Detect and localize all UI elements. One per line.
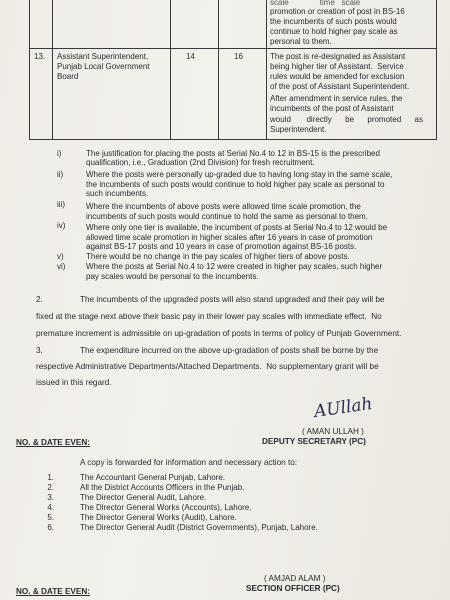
note-line: Where only one tier is available, the incumbent of posts at Serial No.4 to 12 would be (86, 223, 388, 232)
paragraph-number: 2. (36, 295, 43, 304)
new-bs: 16 (234, 52, 243, 61)
paragraph-line: premature increment is admissible on up-gradation of posts in terms of policy of Punjab Government. (36, 329, 402, 338)
designation-line: Punjab Local Government (57, 62, 150, 71)
note-line: qualification, i.e., Graduation (2nd Division) for fresh recruitment. (86, 158, 315, 167)
note-line: such incumbents. (86, 189, 149, 198)
remarks-line: The post is re-designated as Assistant (270, 52, 406, 61)
note-line: the incumbents of such posts would continue to hold higher pay scale as personal to (86, 180, 385, 189)
handwritten-signature: AUllah (312, 394, 374, 422)
remarks-line: After amendment in service rules, the (270, 94, 403, 103)
endorsement-intro: A copy is forwarded for information and necessary action to: (80, 458, 298, 467)
note-line: incumbents of such posts would continue to hold the same as personal to them. (86, 212, 368, 221)
note-line: Where the posts at Serial No.4 to 12 were created in higher pay scales, such higher (86, 262, 383, 271)
designation-line: Board (57, 72, 79, 81)
signatory-designation: DEPUTY SECRETARY (PC) (262, 437, 366, 446)
remarks-line: incumbents of the post of Assistant (270, 104, 394, 113)
signatory-name: ( AMAN ULLAH ) (302, 427, 364, 436)
note-line: pay scales would be personal to the incumbents. (86, 272, 259, 281)
note-line: The justification for placing the posts at Serial No.4 to 12 in BS-15 is the prescribed (86, 149, 380, 158)
endorsement-heading: NO. & DATE EVEN: (16, 438, 90, 447)
officer-name: ( AMJAD ALAM ) (264, 574, 326, 583)
remarks-line: of the post of Assistant Superintendent. (270, 82, 410, 91)
note-line: There would be no change in the pay scales of higher tiers of above posts. (86, 252, 350, 261)
note-line: allowed time scale promotion in higher scales after 16 years in case of promotion (86, 233, 373, 242)
note-number: iv) (57, 221, 66, 230)
note-number: i) (57, 149, 62, 158)
note-line: against BS-17 posts and 10 years in case of promotion against BS-16 posts. (86, 242, 357, 251)
remarks-line: Superintendent. (270, 125, 327, 134)
remarks-line: rules would be amended for exclusion (270, 72, 405, 81)
paragraph-line: fixed at the stage next above their basic pay in their lower pay scales with immediate effect. No (36, 312, 382, 321)
note-number: vi) (57, 262, 66, 271)
designation-line: Assistant Superintendent, (57, 52, 149, 61)
remarks-line: would directly be promoted as (270, 115, 423, 124)
remarks-line: being higher tier of Assistant. Service (270, 62, 404, 71)
note-number: ii) (57, 170, 64, 179)
note-line: Where the incumbents of above posts were allowed time scale promotion, the (86, 202, 361, 211)
paragraph-number: 3. (36, 346, 43, 355)
remarks-line: the incumbents of such posts would (270, 17, 397, 26)
note-number: iii) (57, 200, 65, 209)
remarks-line: promotion or creation of post in BS-16 (270, 7, 405, 16)
paragraph-line: issued in this regard. (36, 378, 112, 387)
paragraph-line: respective Administrative Departments/Attached Departments. No supplementary grant will be (36, 362, 379, 371)
remarks-line: personal to them. (270, 37, 332, 46)
note-line: Where the posts were personally up-graded due to having long stay in the same scale, (86, 170, 393, 179)
paragraph-line: The expenditure incurred on the above up-gradation of posts shall be borne by the (80, 346, 379, 355)
officer-designation: SECTION OFFICER (PC) (246, 584, 340, 593)
old-bs: 14 (186, 52, 195, 61)
document-page: scale time scale promotion or creation of post in BS-16 the incumbents of such posts would continue to hold higher pay scale as personal to them. 13. Assistant Superintendent, Punjab Local Government Board 14 16 The post is re-designated as Assistant being higher tier of Assistant. Service rules would be amended for exclusion of the post of Assistant Superintendent. After amendment in service rules, the incumbents of the post of Assistant would directly be promoted as Superintendent. i) The justification for placing the posts at Serial No.4 to 12 in BS-15 is the prescribed qualification, i.e., Graduation (2nd Division) for fresh recruitment. ii) Where the posts were personally up-graded due to having long stay in the same scale, the incumbents of such posts would continue to hold higher pay scale as personal to such incumbents. iii) Where the incumbents of above posts were allowed time scale promotion, the incumbents of such posts would continue to hold the same as personal to them. iv) Where only one tier is available, the incumbent of posts at Serial No.4 to 12 would be allowed time scale promotion in higher scales after 16 years in case of promotion against BS-17 posts and 10 years in case of promotion against BS-16 posts. v) There would be no change in the pay scales of higher tiers of above posts. vi) Where the posts at Serial No.4 to 12 were created in higher pay scales, such higher pay scales would be personal to the incumbents. 2. The incumbents of the upgraded posts will also stand upgraded and their pay will be fixed at the stage next above their basic pay in their lower pay scales with immediate effect. No premature increment is admissible on up-gradation of posts in terms of policy of Punjab Government. 3. The expenditure incurred on the above up-gradation of posts shall be borne by the respective Administrative Departments/Attached Departments. No supplementary grant will be issued in this regard. AUllah ( AMAN ULLAH ) DEPUTY SECRETARY (PC) NO. & DATE EVEN: A copy is forwarded for information and necessary action to: 1. The Accountant General Punjab, Lahore. 2. All the District Accounts Officers in the Punjab. 3. The Director General Audit, Lahore. 4. The Director General Works (Accounts), Lahore. 5. The Director General Works (Audit), Lahore. 6. The Director General Audit (District Governments), Punjab, Lahore. ( AMJAD ALAM ) SECTION OFFICER (PC) NO. & DATE EVEN: (0, 0, 450, 600)
note-number: v) (57, 252, 64, 261)
footer-heading: NO. & DATE EVEN: (16, 587, 90, 596)
remarks-line: continue to hold higher pay scale as (270, 27, 398, 36)
serial-number: 13. (34, 52, 46, 61)
paragraph-line: The incumbents of the upgraded posts will also stand upgraded and their pay will be (80, 295, 385, 304)
